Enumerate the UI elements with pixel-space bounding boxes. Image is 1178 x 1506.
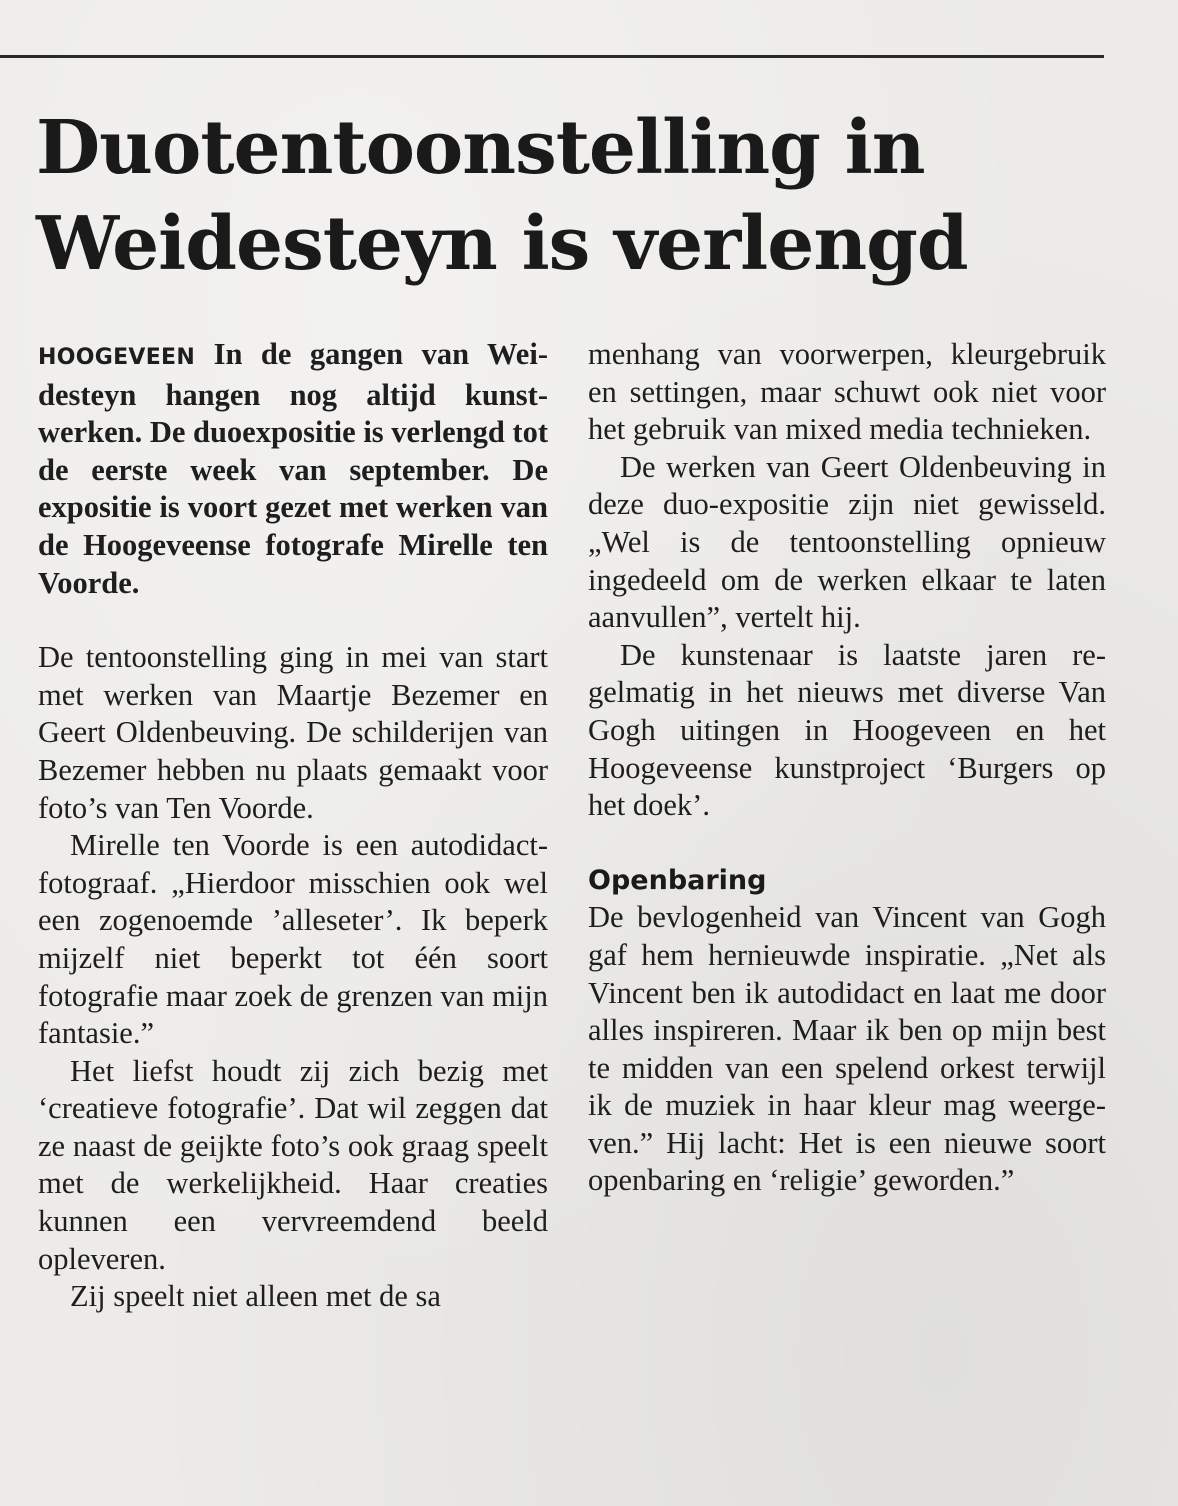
body-paragraph: Het liefst houdt zij zich bezig met ‘creatieve fotografie’. Dat wil zeggen dat ze naast de geijkte foto’s ook graag speelt met de werkelijkheid. Haar creaties kunnen een vervreemdend beeld opleveren.: [38, 1053, 548, 1276]
body-paragraph: Zij speelt niet alleen met de sa: [70, 1279, 441, 1314]
body-paragraph: De bevlogenheid van Vincent van Gogh gaf hem hernieuwde inspiratie. „Net als Vincent ben ik autodidact en laat me door alles inspireren. Maar ik ben op mijn best te midden van een spelend orkest terwijl ik de muziek in haar kleur mag weergeven.” Hij lacht: Het is een nieuwe soort openbaring en ‘religie’ geworden.”: [588, 900, 1106, 1198]
top-rule: [0, 55, 1104, 58]
column-right: [588, 336, 1106, 1200]
body-paragraph: De tentoonstelling ging in mei van start met werken van Maartje Bezemer en Geert Oldenbeuving. De schilderijen van Bezemer hebben nu plaats gemaakt voor foto’s van Ten Voorde.: [38, 640, 548, 825]
headline: [36, 100, 1116, 292]
body-paragraph: De werken van Geert Oldenbeuving in deze duo-expositie zijn niet gewisseld. „Wel is de tentoonstelling opnieuw ingedeeld om de werken elkaar te laten aanvullen”, vertelt hij.: [588, 449, 1106, 635]
headline-line-2: Weidesteyn is verlengd: [36, 201, 968, 287]
dateline: HOOGEVEEN: [38, 345, 196, 370]
headline-line-1: Duotentoonstelling in: [36, 105, 925, 191]
lead-text: In de gangen van Weidesteyn hangen nog altijd kunstwerken. De duoexpositie is verlengd tot de eerste week van september. De expositie is voort gezet met werken van de Hoogeveense fotografe Mirelle ten Voorde.: [38, 337, 548, 600]
spacer: [588, 825, 1106, 862]
lead-paragraph: [38, 336, 548, 602]
subheading: Openbaring: [588, 864, 767, 896]
body-paragraph: menhang van voorwerpen, kleurgebruik en settingen, maar schuwt ook niet voor het gebruik van mixed media technieken.: [588, 337, 1106, 447]
column-left: [38, 336, 548, 1316]
body-paragraph: Mirelle ten Voorde is een autodidact-fotograaf. „Hierdoor misschien ook wel een zogenoemde ’alleseter’. Ik beperk mijzelf niet beperkt tot één soort fotografie maar zoek de grenzen van mijn fantasie.”: [38, 828, 548, 1051]
body-paragraph: De kunstenaar is laatste jaren regelmatig in het nieuws met diverse Van Gogh uitingen in Hoogeveen en het Hoogeveense kunstproject ‘Burgers op het doek’.: [588, 637, 1106, 823]
spacer: [38, 602, 548, 639]
